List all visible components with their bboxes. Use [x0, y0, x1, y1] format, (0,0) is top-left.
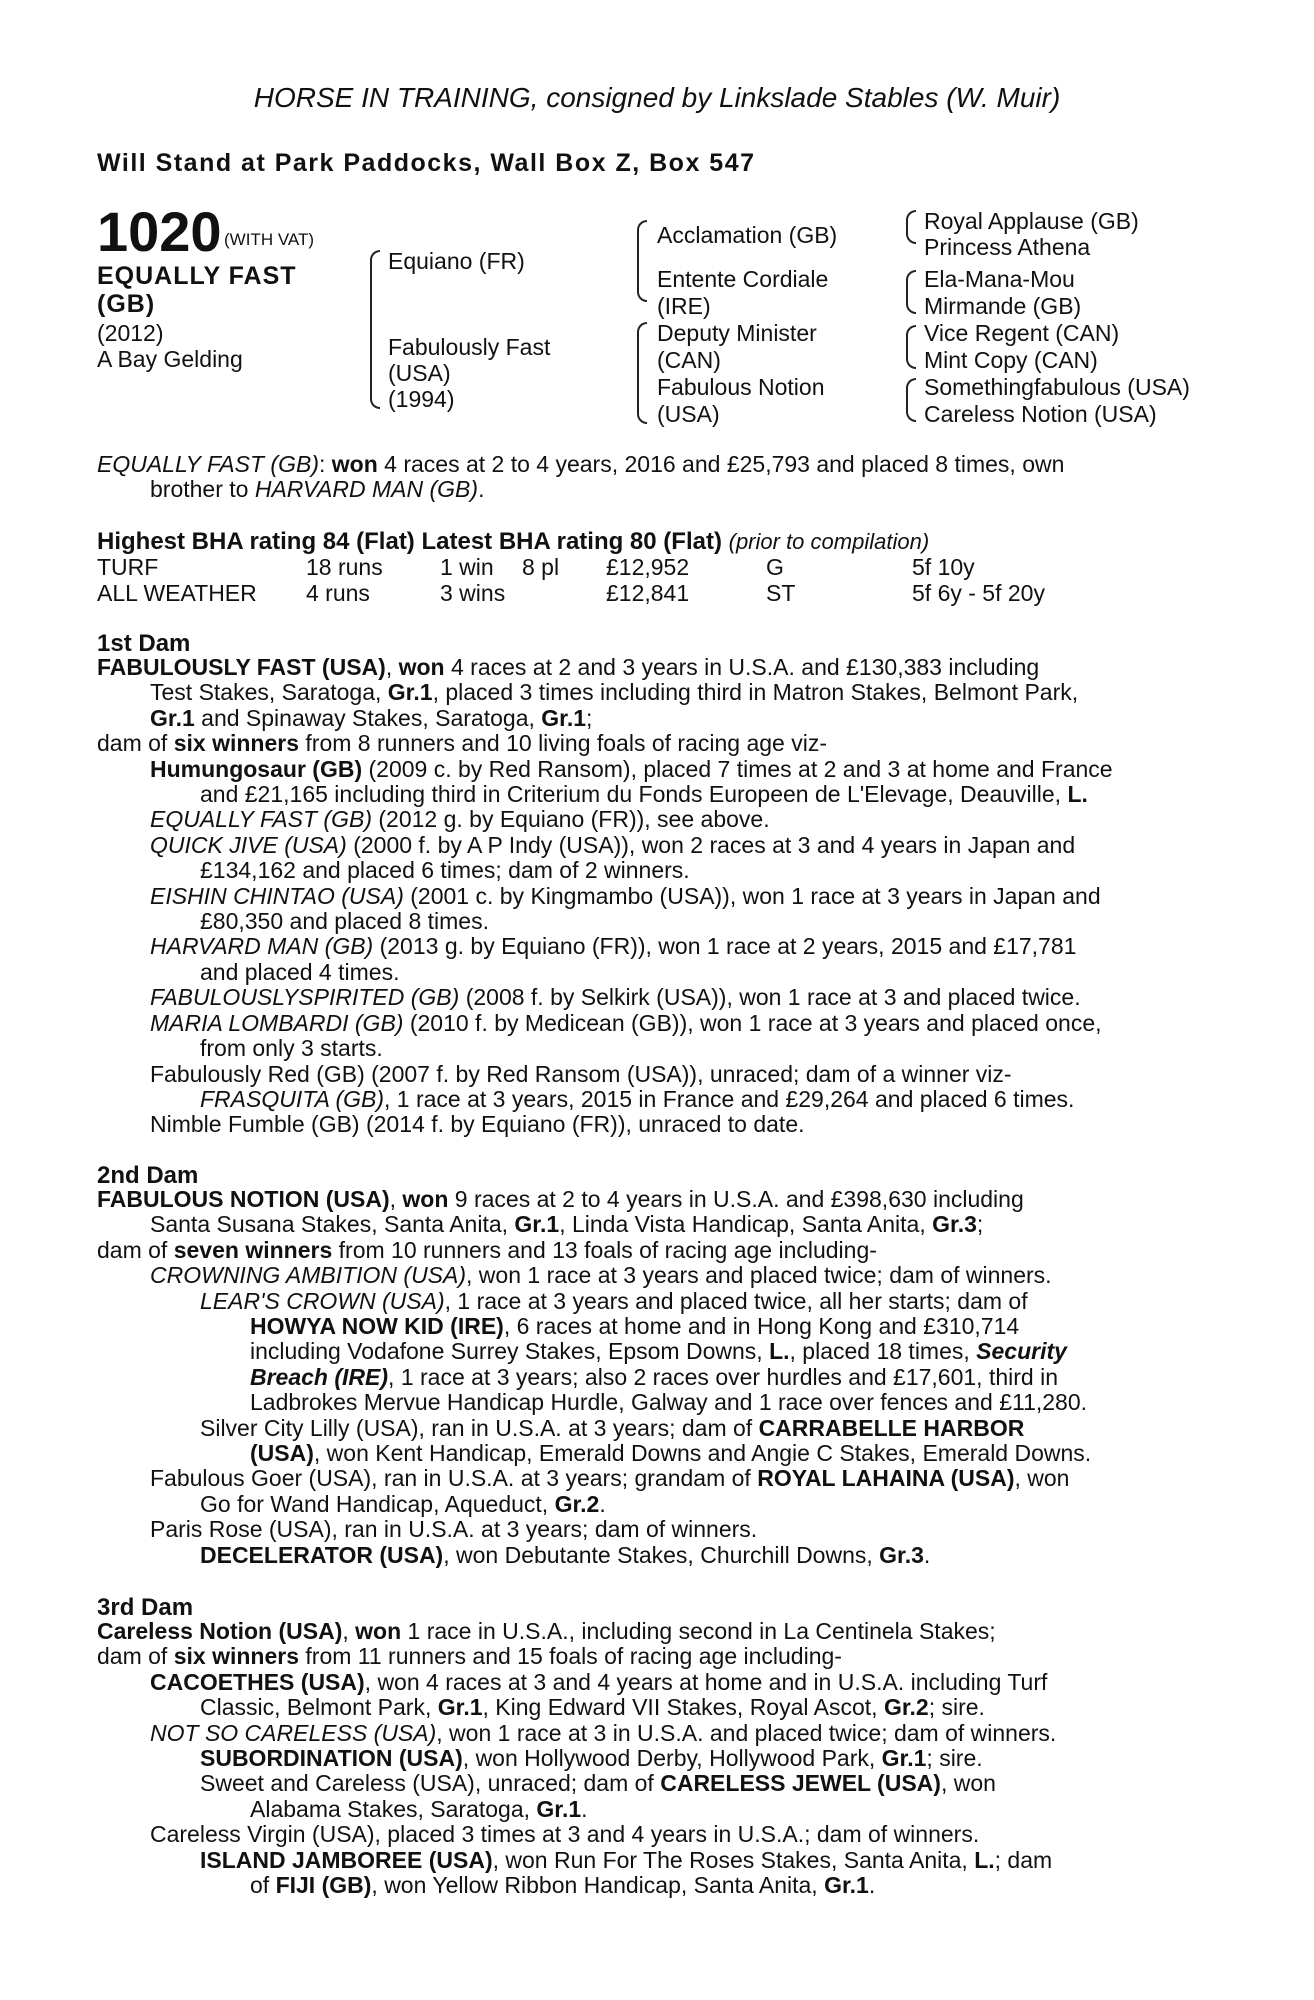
dam2-line: DECELERATOR (USA), won Debutante Stakes, Churchill Downs, Gr.3. — [200, 1541, 931, 1568]
aw-prize: £12,841 — [606, 580, 690, 606]
dam2-line: Breach (IRE), 1 race at 3 years; also 2 races over hurdles and £17,601, third in — [250, 1363, 1058, 1390]
dam3-title: 3rd Dam — [97, 1594, 194, 1621]
aw-wins: 3 wins — [440, 580, 506, 606]
dam2-line: Fabulous Goer (USA), ran in U.S.A. at 3 years; grandam of ROYAL LAHAINA (USA), won — [150, 1465, 1070, 1492]
dam1-line: HARVARD MAN (GB) (2013 g. by Equiano (FR)), won 1 race at 2 years, 2015 and £17,781 — [150, 933, 1077, 960]
summary-horse-name: EQUALLY FAST (GB) — [97, 451, 319, 477]
dam2-line: Santa Susana Stakes, Santa Anita, Gr.1, Linda Vista Handicap, Santa Anita, Gr.3; — [150, 1211, 984, 1238]
bold-text: FABULOUS NOTION (USA) — [97, 1186, 390, 1212]
dam3-line: dam of six winners from 11 runners and 15 foals of racing age including- — [97, 1643, 842, 1670]
dam1-line: MARIA LOMBARDI (GB) (2010 f. by Medicean (GB)), won 1 race at 3 years and placed once, — [150, 1009, 1102, 1036]
bold-text: Gr.1 — [150, 704, 195, 731]
turf-going: G — [766, 554, 784, 580]
italic-text: FRASQUITA (GB) — [200, 1085, 384, 1112]
bold-text: Gr.1 — [824, 1872, 869, 1899]
bold-text: L. — [974, 1846, 995, 1873]
bold-text: Careless Notion (USA) — [97, 1618, 343, 1644]
bold-text: won — [398, 654, 445, 680]
pedigree-ds-line1: Deputy Minister — [657, 320, 817, 346]
bold-text: Gr.1 — [514, 1211, 560, 1238]
italic-text: LEAR'S CROWN (USA) — [200, 1287, 445, 1314]
pedigree-ss: Acclamation (GB) — [657, 222, 838, 248]
italic-text: CROWNING AMBITION (USA) — [150, 1262, 467, 1289]
bold-text: Gr.1 — [387, 679, 433, 706]
summary-line2 — [150, 477, 484, 502]
dam1-line: dam of six winners from 8 runners and 10 living foals of racing age viz- — [97, 730, 827, 757]
bold-text: won — [402, 1186, 449, 1212]
horse-year: (2012) — [97, 320, 164, 346]
rating-note: (prior to compilation) — [728, 529, 930, 554]
consignment-heading: HORSE IN TRAINING, consigned by Linkslade Stables (W. Muir) — [253, 82, 1061, 113]
bold-text: Gr.1 — [541, 704, 587, 731]
dam1-line: Test Stakes, Saratoga, Gr.1, placed 3 times including third in Matron Stakes, Belmont Park, — [150, 679, 1079, 706]
pedigree-dam-line3: (1994) — [388, 386, 455, 412]
bold-text: SUBORDINATION (USA) — [200, 1745, 463, 1772]
pedigree-brace-3b — [906, 270, 916, 314]
italic-text: Breach (IRE) — [250, 1363, 389, 1390]
bold-text: Gr.1 — [881, 1745, 927, 1772]
pedigree-ssd: Princess Athena — [924, 234, 1091, 260]
dam2-line: Paris Rose (USA), ran in U.S.A. at 3 years; dam of winners. — [150, 1516, 758, 1543]
dam3-line: NOT SO CARELESS (USA), won 1 race at 3 in U.S.A. and placed twice; dam of winners. — [150, 1719, 1057, 1746]
pedigree-dsd: Mint Copy (CAN) — [924, 347, 1098, 373]
dam2-line: Ladbrokes Mervue Handicap Hurdle, Galway and 1 race over fences and £11,280. — [250, 1389, 1088, 1416]
horse-name-line1: EQUALLY FAST — [97, 262, 297, 290]
summary-text2: brother to — [150, 476, 255, 502]
dam2-line: (USA), won Kent Handicap, Emerald Downs and Angie C Stakes, Emerald Downs. — [250, 1440, 1092, 1467]
pedigree-ddd: Careless Notion (USA) — [924, 401, 1157, 427]
summary-brother: HARVARD MAN (GB) — [254, 476, 479, 502]
turf-wins: 1 win — [440, 554, 494, 580]
italic-text: NOT SO CARELESS (USA) — [150, 1719, 437, 1746]
pedigree-sire: Equiano (FR) — [388, 248, 525, 274]
dam3-line: of FIJI (GB), won Yellow Ribbon Handicap, Santa Anita, Gr.1. — [250, 1872, 876, 1899]
rating-highest: Highest BHA rating 84 (Flat) Latest BHA rating 80 (Flat) — [97, 528, 722, 555]
dam3-line: Classic, Belmont Park, Gr.1, King Edward VII Stakes, Royal Ascot, Gr.2; sire. — [200, 1694, 985, 1721]
turf-distance: 5f 10y — [912, 554, 975, 580]
aw-runs: 4 runs — [306, 580, 370, 606]
dam1-line: from only 3 starts. — [200, 1035, 383, 1062]
bold-text — [250, 1364, 388, 1390]
bold-text: six winners — [173, 1643, 299, 1670]
pedigree-dss: Vice Regent (CAN) — [924, 320, 1120, 346]
bold-text: Gr.1 — [437, 1694, 483, 1721]
pedigree-sd-line1: Entente Cordiale — [657, 266, 829, 292]
bold-text: Gr.2 — [554, 1490, 600, 1517]
pedigree-brace-1 — [370, 250, 380, 409]
bold-text: ROYAL LAHAINA (USA) — [757, 1465, 1015, 1492]
pedigree-brace-3c — [906, 325, 916, 369]
dam1-line: Humungosaur (GB) (2009 c. by Red Ransom), placed 7 times at 2 and 3 at home and France — [150, 755, 1113, 782]
italic-text: EISHIN CHINTAO (USA) — [150, 882, 404, 909]
bold-text: CACOETHES (USA) — [150, 1668, 365, 1695]
dam1-line: FABULOUSLY FAST (USA), won 4 races at 2 and 3 years in U.S.A. and £130,383 including — [97, 654, 1040, 680]
bold-text: (USA) — [250, 1440, 314, 1467]
bold-text: L. — [769, 1338, 790, 1365]
dam1-line: and placed 4 times. — [200, 958, 400, 985]
pedigree-sds: Ela-Mana-Mou — [924, 266, 1075, 292]
dam1-line: FABULOUSLYSPIRITED (GB) (2008 f. by Selkirk (USA)), won 1 race at 3 and placed twice. — [150, 984, 1081, 1011]
bold-text: Gr.1 — [536, 1795, 582, 1822]
dam1-title: 1st Dam — [97, 630, 191, 657]
dam2-body — [97, 1187, 1247, 1568]
bold-text: six winners — [173, 730, 299, 757]
dam2-line: HOWYA NOW KID (IRE), 6 races at home and in Hong Kong and £310,714 — [250, 1313, 1020, 1340]
dam1-line: EQUALLY FAST (GB) (2012 g. by Equiano (FR)), see above. — [150, 806, 770, 833]
pedigree-ds-line2: (CAN) — [657, 347, 721, 373]
dam2-title: 2nd Dam — [97, 1162, 199, 1189]
bold-text: Gr.3 — [879, 1541, 924, 1568]
pedigree-sss: Royal Applause (GB) — [924, 208, 1139, 234]
turf-placed: 8 pl — [522, 554, 560, 580]
dam3-line: ISLAND JAMBOREE (USA), won Run For The Roses Stakes, Santa Anita, L.; dam — [200, 1846, 1053, 1873]
bold-text: won — [355, 1618, 402, 1644]
dam3-line: Careless Virgin (USA), placed 3 times at 3 and 4 years in U.S.A.; dam of winners. — [150, 1821, 980, 1848]
dam3-line: CACOETHES (USA), won 4 races at 3 and 4 years at home and in U.S.A. including Turf — [150, 1668, 1048, 1695]
dam1-line: Fabulously Red (GB) (2007 f. by Red Ransom (USA)), unraced; dam of a winner viz- — [150, 1060, 1012, 1087]
bold-text: ISLAND JAMBOREE (USA) — [200, 1846, 493, 1873]
pedigree-brace-2b — [637, 322, 647, 424]
summary-line1 — [97, 452, 1227, 477]
summary-text1: 4 races at 2 to 4 years, 2016 and £25,793 and placed 8 times, own — [377, 451, 1065, 477]
pedigree-brace-2a — [637, 220, 647, 302]
italic-text: FABULOUSLYSPIRITED (GB) — [150, 984, 460, 1011]
dam1-line: and £21,165 including third in Criterium du Fonds Europeen de L'Elevage, Deauville, L. — [200, 781, 1088, 808]
turf-prize: £12,952 — [606, 554, 690, 580]
summary-end: . — [478, 476, 485, 502]
dam1-line: EISHIN CHINTAO (USA) (2001 c. by Kingmambo (USA)), won 1 race at 3 years in Japan and — [150, 882, 1101, 909]
bold-text: CARELESS JEWEL (USA) — [660, 1770, 941, 1797]
pedigree-dd-line1: Fabulous Notion — [657, 374, 825, 400]
dam3-body — [97, 1619, 1247, 1898]
bold-text: Gr.2 — [883, 1694, 929, 1721]
horse-name-line2: (GB) — [97, 290, 156, 318]
pedigree-brace-3a — [906, 210, 916, 244]
dam2-line: including Vodafone Surrey Stakes, Epsom Downs, L., placed 18 times, Security — [250, 1338, 1067, 1365]
italic-text: HARVARD MAN (GB) — [150, 933, 374, 960]
italic-text: MARIA LOMBARDI (GB) — [150, 1009, 404, 1036]
dam2-line: FABULOUS NOTION (USA), won 9 races at 2 to 4 years in U.S.A. and £398,630 including — [97, 1186, 1024, 1212]
dam3-line: Alabama Stakes, Saratoga, Gr.1. — [250, 1795, 588, 1822]
dam3-line: SUBORDINATION (USA), won Hollywood Derby, Hollywood Park, Gr.1; sire. — [200, 1745, 983, 1772]
bold-text: seven winners — [173, 1236, 333, 1263]
aw-distance: 5f 6y - 5f 20y — [912, 580, 1045, 606]
bold-text: L. — [1067, 781, 1088, 808]
dam3-line: Careless Notion (USA), won 1 race in U.S.A., including second in La Centinela Stakes; — [97, 1618, 996, 1644]
dam1-line: Gr.1 and Spinaway Stakes, Saratoga, Gr.1; — [150, 704, 593, 731]
bold-text: HOWYA NOW KID (IRE) — [250, 1313, 504, 1340]
bold-text: DECELERATOR (USA) — [200, 1541, 444, 1568]
aw-going: ST — [766, 580, 796, 606]
summary-colon: : — [318, 451, 326, 477]
dam1-line: £80,350 and placed 8 times. — [200, 908, 489, 935]
summary-won: won — [331, 451, 378, 477]
rating-line — [97, 528, 929, 556]
turf-runs: 18 runs — [306, 554, 383, 580]
vat-note: (WITH VAT) — [224, 230, 315, 249]
pedigree-dd-line2: (USA) — [657, 401, 720, 427]
italic-text: EQUALLY FAST (GB) — [150, 806, 372, 833]
bold-text: Humungosaur (GB) — [150, 755, 363, 782]
dam1-line: Nimble Fumble (GB) (2014 f. by Equiano (FR)), unraced to date. — [150, 1111, 805, 1138]
dam1-line: QUICK JIVE (USA) (2000 f. by A P Indy (USA)), won 2 races at 3 and 4 years in Japan and — [150, 831, 1076, 858]
dam2-line: Silver City Lilly (USA), ran in U.S.A. at 3 years; dam of CARRABELLE HARBOR — [200, 1414, 1025, 1441]
bold-text: Gr.3 — [932, 1211, 977, 1238]
lot-number: 1020 — [97, 200, 222, 263]
dam2-line: dam of seven winners from 10 runners and 13 foals of racing age including- — [97, 1236, 877, 1263]
pedigree-brace-3d — [906, 378, 916, 422]
pedigree-dds: Somethingfabulous (USA) — [924, 374, 1190, 400]
turf-surface: TURF — [97, 554, 159, 580]
dam1-line: FRASQUITA (GB), 1 race at 3 years, 2015 in France and £29,264 and placed 6 times. — [200, 1085, 1075, 1112]
bold-text: CARRABELLE HARBOR — [758, 1414, 1025, 1441]
bold-text: FABULOUSLY FAST (USA) — [97, 654, 386, 680]
pedigree-sdd: Mirmande (GB) — [924, 293, 1082, 319]
dam1-body — [97, 655, 1247, 1138]
pedigree-dam-line1: Fabulously Fast — [388, 334, 551, 360]
pedigree-dam-line2: (USA) — [388, 360, 451, 386]
pedigree-sd-line2: (IRE) — [657, 293, 711, 319]
italic-text: QUICK JIVE (USA) — [150, 831, 347, 858]
stand-location: Will Stand at Park Paddocks, Wall Box Z, Box 547 — [97, 149, 756, 177]
dam3-line: Sweet and Careless (USA), unraced; dam of CARELESS JEWEL (USA), won — [200, 1770, 996, 1797]
dam2-line: LEAR'S CROWN (USA), 1 race at 3 years and placed twice, all her starts; dam of — [200, 1287, 1028, 1314]
bold-text — [976, 1338, 1067, 1364]
italic-text: Security — [976, 1338, 1067, 1365]
aw-surface: ALL WEATHER — [97, 580, 257, 606]
dam2-line: Go for Wand Handicap, Aqueduct, Gr.2. — [200, 1490, 606, 1517]
dam2-line: CROWNING AMBITION (USA), won 1 race at 3 years and placed twice; dam of winners. — [150, 1262, 1052, 1289]
bold-text: FIJI (GB) — [275, 1872, 372, 1899]
dam1-line: £134,162 and placed 6 times; dam of 2 winners. — [200, 857, 690, 884]
horse-description: A Bay Gelding — [97, 346, 243, 372]
